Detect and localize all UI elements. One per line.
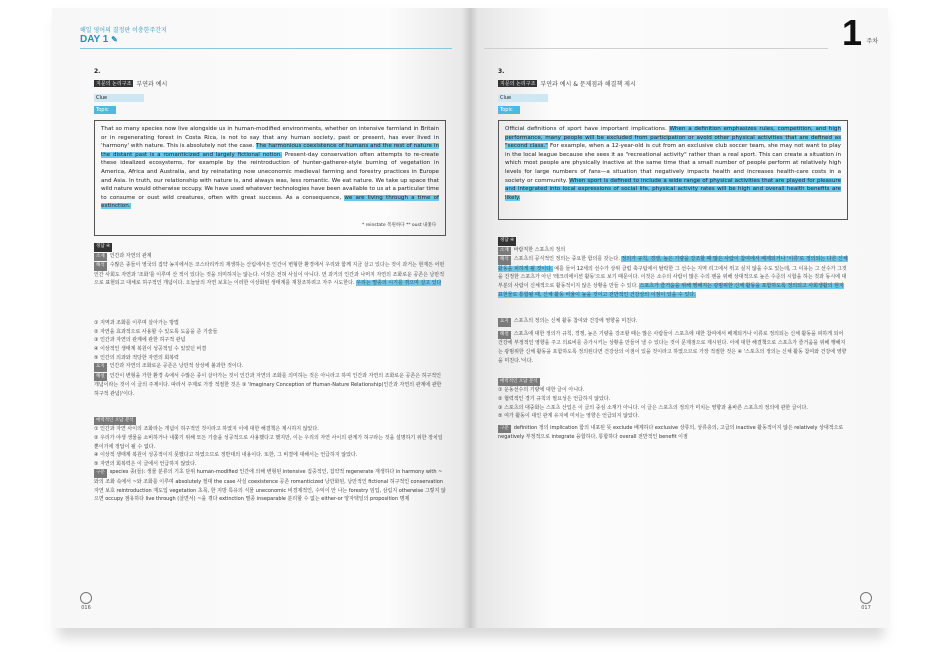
page-number-left [80,592,92,611]
passage-box [498,120,848,220]
translation-text-2: 예를 들어 12세의 선수가 상위 클럽 축구팀에서 탈락한 그 선수는 지역 리그에서 뛰고 싶지 않을 수도 있는데, 그 이유는 그 선수가 그것을 진정한 스포츠가 아닌 '레크리에이션 활동'으로 보기 때문이다. 이것은 소수의 사람이 많은 수의 팬을 위해 상대적으로 높은 수준의 시합을 하는 것과 동시에 대부분의 사람이 신체적으로 활동적이지 않은 상황을 만들 수 있다. [498,265,847,289]
passage-text-2: For example, when a 12-year-old is cut from an exclusive club soccer team, she may not want to play in the local league because she sees it as "recreational activity" rather than a real sport. This can create a situation in which most people are physically inactive at the same time that a small number of people perform at relatively high levels for large numbers of fans—a situation that negatively impacts health and increases health-care costs in a society or community. [505,143,841,184]
logic-structure [498,79,636,88]
page-emblem-icon [860,592,872,604]
gist-tag: 요지 [94,363,107,372]
distractor-tag: 매력적인 오답 분석 [94,417,136,426]
logic-text: 부연과 예시 & 문제점과 해결책 제시 [540,81,636,88]
clue-label: Clue [498,94,548,102]
page-number-text: 016 [81,605,91,611]
passage-text: That so many species now live alongside us in human-modified environments, whether on intensive farmland in Britain or in regenerating forest in Costa Rica, is not to say that any human society, past or present, has ever lived in 'harmony' with nature. This is absolutely not the case. [101,126,439,150]
answer-section [498,236,848,450]
topic-label: Topic [94,106,116,114]
vocab-tag: 구문 [94,469,107,478]
topic-text: 바람직한 스포츠의 정의 [513,246,566,253]
passage-text: Official definitions of sport have important implications. [505,126,667,132]
option-2: ② 자연을 효과적으로 사용할 수 있도록 도움을 준 기술들 [94,328,218,335]
passage-highlight: The harmonious coexistence of humans and the rest of nature in the distant past is a romanticized and largely fictional notion. [101,143,440,158]
logic-structure [94,79,167,88]
question-number: 2. [94,68,101,75]
gist-tag: 요지 [498,318,511,327]
translation-highlight: 우리는 멸종의 시기를 겪으며 살고 있다 [356,280,442,287]
vocab-tag: 구문 [498,425,511,434]
option-5: ⑤ 인간의 의과와 적당한 자연의 회복력 [94,354,179,361]
passage-highlight-2: we are living through a time of extinction. [101,194,439,210]
translation-tag: 해석 [498,256,511,265]
distractor-4: ⑤ 여가 활동이 대인 관계 유지에 미치는 영향은 언급되지 않았다. [498,413,640,420]
option-3: ③ 인간과 자연의 관계에 관한 허구적 관념 [94,337,186,344]
distractor-tag: 매력적인 오답 분석 [498,378,540,387]
week-number: 1 [841,12,862,53]
day-text: DAY 1 [80,34,109,45]
option-list [94,319,446,362]
logic-tag: 지문의 논리구조 [500,81,536,87]
translation-text: 스포츠의 공식적인 정의는 중요한 함의를 갖는다. [513,256,620,263]
translation-tag: 해석 [94,262,107,271]
right-page [470,8,888,628]
vocab-text: species 종(들): 생물 분류의 기초 단위 human-modified 인간에 의해 변형된 intensive 집중적인, 집약적 regenerate 재생하다 in harmony with ~와의 조화 속에서 ~와 조화를 이루며 absolutely 절대 the case 사실 coexistence 공존 romanticized 낭만화된, 낭만적인 fictional 허구적인 conservation 자연 보호 reintroduction 재도입 vegetation 초목, 한 지방 특유의 식물 uneconomic 비경제적인, 수익이 안 나는 forestry 임업, 삼림지 otherwise 그렇지 않으면 occupy 점유하다 live through (살면서) ~을 겪다 extinction 멸종 inseparable 분리할 수 없는 either-or 양자택일의 proposition 명제 [94,469,446,503]
option-1: ① 지역과 조화를 이루며 살아가는 방법 [94,320,179,327]
page-number-text: 017 [861,605,871,611]
passage-highlight-2: When sport is defined to include a wide range of physical activities that are played for pleasure and integrated into local expressions of social life, physical activity rates will be high and overall health benefits are likely. [505,177,842,201]
pen-icon: ✎ [111,35,118,44]
distractor-3: ④ 이상적 생태계 복원이 성공적이지 못했다고 하였으므로 정반대의 내용이다. 또한, 그 비결에 대해서는 언급하지 않았다. [94,452,358,459]
topic-tag: 소재 [94,253,107,262]
passage-highlight: When a definition emphasizes rules, competition, and high performance, many people will be excluded from participation or avoid other physical activities that are defined as "second class." [505,126,842,150]
footnote: * reinstate 복원하다 ** oust 내쫓다 [362,223,437,228]
open-book [52,8,888,632]
topic-tag: 소재 [498,247,511,256]
answer-label: 정답 ④ [94,243,112,252]
week-label: 주차 [866,38,878,45]
explanation-tag: 해설 [498,331,511,340]
distractor-3: ③ 스포츠의 대중화는 스포츠 산업은 이 글의 중심 소재가 아니다. 이 글은 스포츠의 정의가 미치는 영향과 올바른 스포츠의 정의에 관한 글이다. [498,404,808,411]
distractor-list [94,425,446,468]
series-title: 해일 영어의 결정판 이충한주간지 [80,27,167,34]
option-4: ④ 이상적인 생태계 복원이 성공적일 수 있었던 비결 [94,345,207,352]
distractor-list [498,386,848,420]
gist-text: 인간과 자연의 조화로운 공존은 낭만적 상상에 불과한 것이다. [109,363,244,370]
distractor-2: ② 우리가 야생 생물을 소비하거나 내쫓기 위해 모든 기술을 성공적으로 사용했다고 했지만, 이는 우리의 자연 사이의 관계가 허구라는 것을 설명하기 위한 장치일 뿐이기에 정답이 될 수 없다. [94,434,443,450]
logic-tag: 지문의 논리구조 [96,81,132,87]
day-label [80,34,118,45]
question-number: 3. [498,68,505,75]
book-gutter [462,8,478,628]
distractor-1: ① 운동선수의 기량에 대한 글이 아니다. [498,387,585,394]
answer-section [94,242,446,520]
translation-text: 수많은 종들이 영국의 집약 농지에서든 코스타리카의 재생하는 산림에서든 인간이 변형한 환경에서 우리와 함께 지금 살고 있다는 것이 과거는 현재든 어떤 인간 사회도 자연과 '조화'를 이루며 산 적이 있다는 것을 의미하지는 않는다. 이것은 전혀 사실이 아니다. 먼 과거의 인간과 나머지 자연의 조화로운 공존은 낭만적으로 표현되고 대체로 허구적인 개념이다. 오늘날의 자연 보호는 이러한 이상화된 생태계를 재창조하려고 자주 시도한다. [94,262,445,287]
logic-text: 부연과 예시 [136,81,168,88]
gist-text: 스포츠의 정의는 신체 활동 참여와 건강에 영향을 미친다. [513,318,638,325]
translation-highlight: 정의가 규칙, 경쟁, 높은 기량을 강조할 때 많은 사람이 참여에서 배제되거나 '이류'로 정의되는 다른 신체 활동을 피하게 될 것이다. [498,256,848,272]
topic-label: Topic [498,106,520,114]
passage-box [94,120,446,236]
header-rule-right [484,48,828,49]
distractor-4: ⑤ 자연의 회복력은 이 글에서 언급하지 않았다. [94,460,197,467]
page-emblem-icon [80,592,92,604]
header-rule [80,48,452,49]
answer-label: 정답 ④ [498,237,516,246]
page-number-right [860,592,872,611]
topic-text: 인간과 자연의 관계 [109,252,152,259]
distractor-1: ① 인간과 자연 사이의 조화라는 개념이 허구적인 것이라고 하였지 이에 대한 해결책은 제시하지 않았다. [94,426,319,433]
passage-text-2: Present-day conservation often attempts to re-create these idealized ecosystems, for example by the reintroduction of hunter-gatherer-style burning of vegetation in America, Africa and Australia, and by reinstating now uneconomic medieval farming and forestry practices in Europe and Asia. In truth, our relationship with nature is, and always was, less romantic. We eat nature. We take up space that wild nature would otherwise occupy. We have used whatever technologies have been available to us at a particular time to consume or oust wild creatures, often with great success. As a consequence, [101,151,439,201]
explanation-text: 스포츠에 대한 정의가 규칙, 경쟁, 높은 기량을 강조할 때는 많은 사람들이 스포츠에 대한 참여에서 배제되거나 이류로 정의되는 신체 활동을 피하게 되어 건강에 부정적인 영향을 주고 의료비를 증가시키는 상황을 만들어 낼 수 있다는 것이 문제점으로 제시된다. 이에 대한 해결책으로 스포츠가 즐거움을 위해 행해지는 광범위한 신체 활동을 포함하도록 정의된다면 건강상의 이점이 있을 것이라고 하였으므로 가장 적절한 것은 ④ '스포츠의 정의는 신체 활동 참여와 건강에 영향을 미친다.'이다. [498,330,847,364]
explanation-tag: 해설 [94,373,107,382]
clue-label: Clue [94,94,144,102]
left-page [52,8,470,628]
translation-highlight-2: 스포츠가 즐거움을 위해 행해지는 광범위한 신체 활동을 포함하도록 정의되고 사회생활의 현지 표현물로 통합될 때, 신체 활동 비율이 높을 것이고 전반적인 건강상의 이점이 있을 수 있다. [498,282,844,298]
explanation-text: 인간이 변형을 가한 환경 속에서 수많은 종이 살아가는 것이 인간과 자연의 조화를 의미하는 것은 아니라고 하며 인간과 자연의 조화로운 공존은 허구적인 개념이라는 것이 이 글의 주제이다. 따라서 주제로 가장 적절한 것은 ③ 'Imaginary Conception of Human-Nature Relationship(인간과 자연의 관계에 관한 허구적 관념)'이다. [94,372,442,397]
vocab-text: definition 정의 implication 함의 내포된 뜻 exclude 배제하다 exclusive 상류의, 상류층의, 고급의 inactive 활동적이지 않은 relatively 상대적으로 negatively 부정적으로 integrate 융합하다, 통합하다 overall 전반적인 benefit 이점 [498,424,844,441]
distractor-2: ② 협력적인 경기 규칙의 필요성은 언급하지 않았다. [498,395,611,402]
